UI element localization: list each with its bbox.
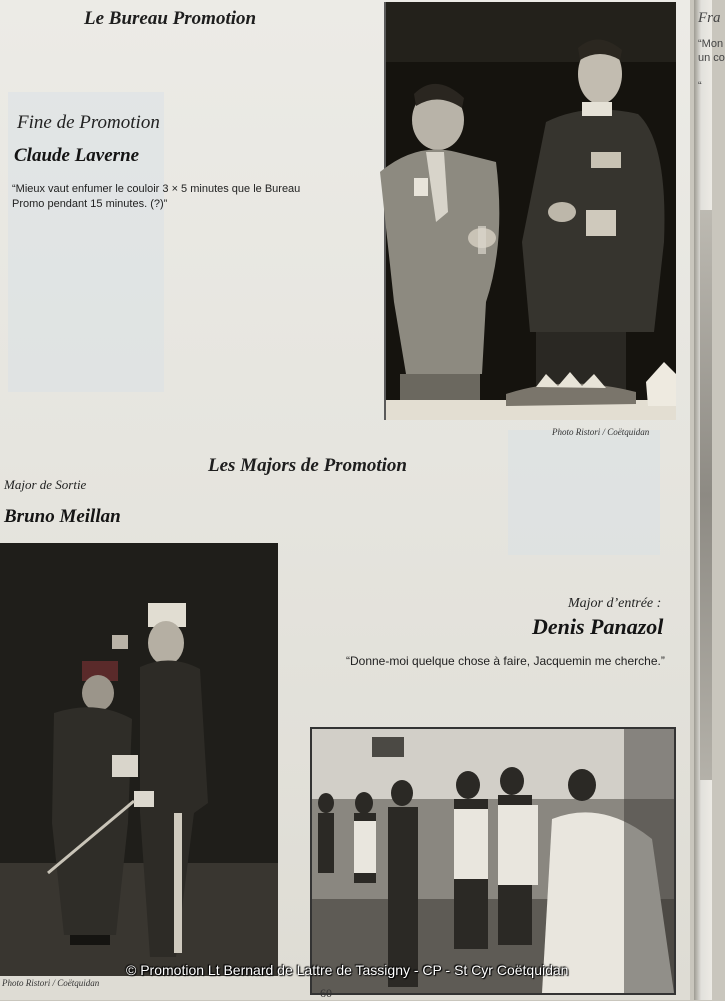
adjacent-photo-edge <box>700 210 712 780</box>
photo-credit-left: Photo Ristori / Coëtquidan <box>2 978 100 988</box>
sortie-label: Major de Sortie <box>4 477 87 492</box>
entree-label: Major d’entrée : <box>568 596 662 611</box>
entree-quote: “Donne-moi quelque chose à faire, Jacquemin me cherche.” <box>346 654 665 668</box>
photo-group-cadets <box>310 727 676 995</box>
fine-quote: “Mieux vaut enfumer le couloir 3 × 5 minutes que le Bureau Promo pendant 15 minutes. (?)” <box>12 183 301 210</box>
page-number: 60 <box>320 986 332 1000</box>
adjacent-title-fragment: Fra <box>698 10 721 26</box>
majors-title: Les Majors de Promotion <box>208 455 407 476</box>
show-through-block <box>508 430 660 555</box>
fine-name: Claude Laverne <box>14 145 140 166</box>
copyright-watermark: © Promotion Lt Bernard de Lattre de Tassigny - CP - St Cyr Coëtquidan <box>126 962 569 978</box>
entree-name: Denis Panazol <box>532 614 664 639</box>
show-through-block <box>8 92 164 392</box>
fine-label: Fine de Promotion <box>17 112 160 133</box>
photo-credit-top: Photo Ristori / Coëtquidan <box>552 427 650 437</box>
adjacent-text-fragment: “ <box>698 80 702 92</box>
bureau-title: Le Bureau Promotion <box>84 8 257 29</box>
photo-toast <box>384 2 676 420</box>
adjacent-page-edge <box>694 0 725 1000</box>
sortie-name: Bruno Meillan <box>4 506 121 527</box>
adjacent-text-fragment: un co <box>698 52 725 64</box>
photo-sabre-ceremony <box>0 543 278 976</box>
adjacent-text-fragment: “Mon <box>698 38 724 50</box>
